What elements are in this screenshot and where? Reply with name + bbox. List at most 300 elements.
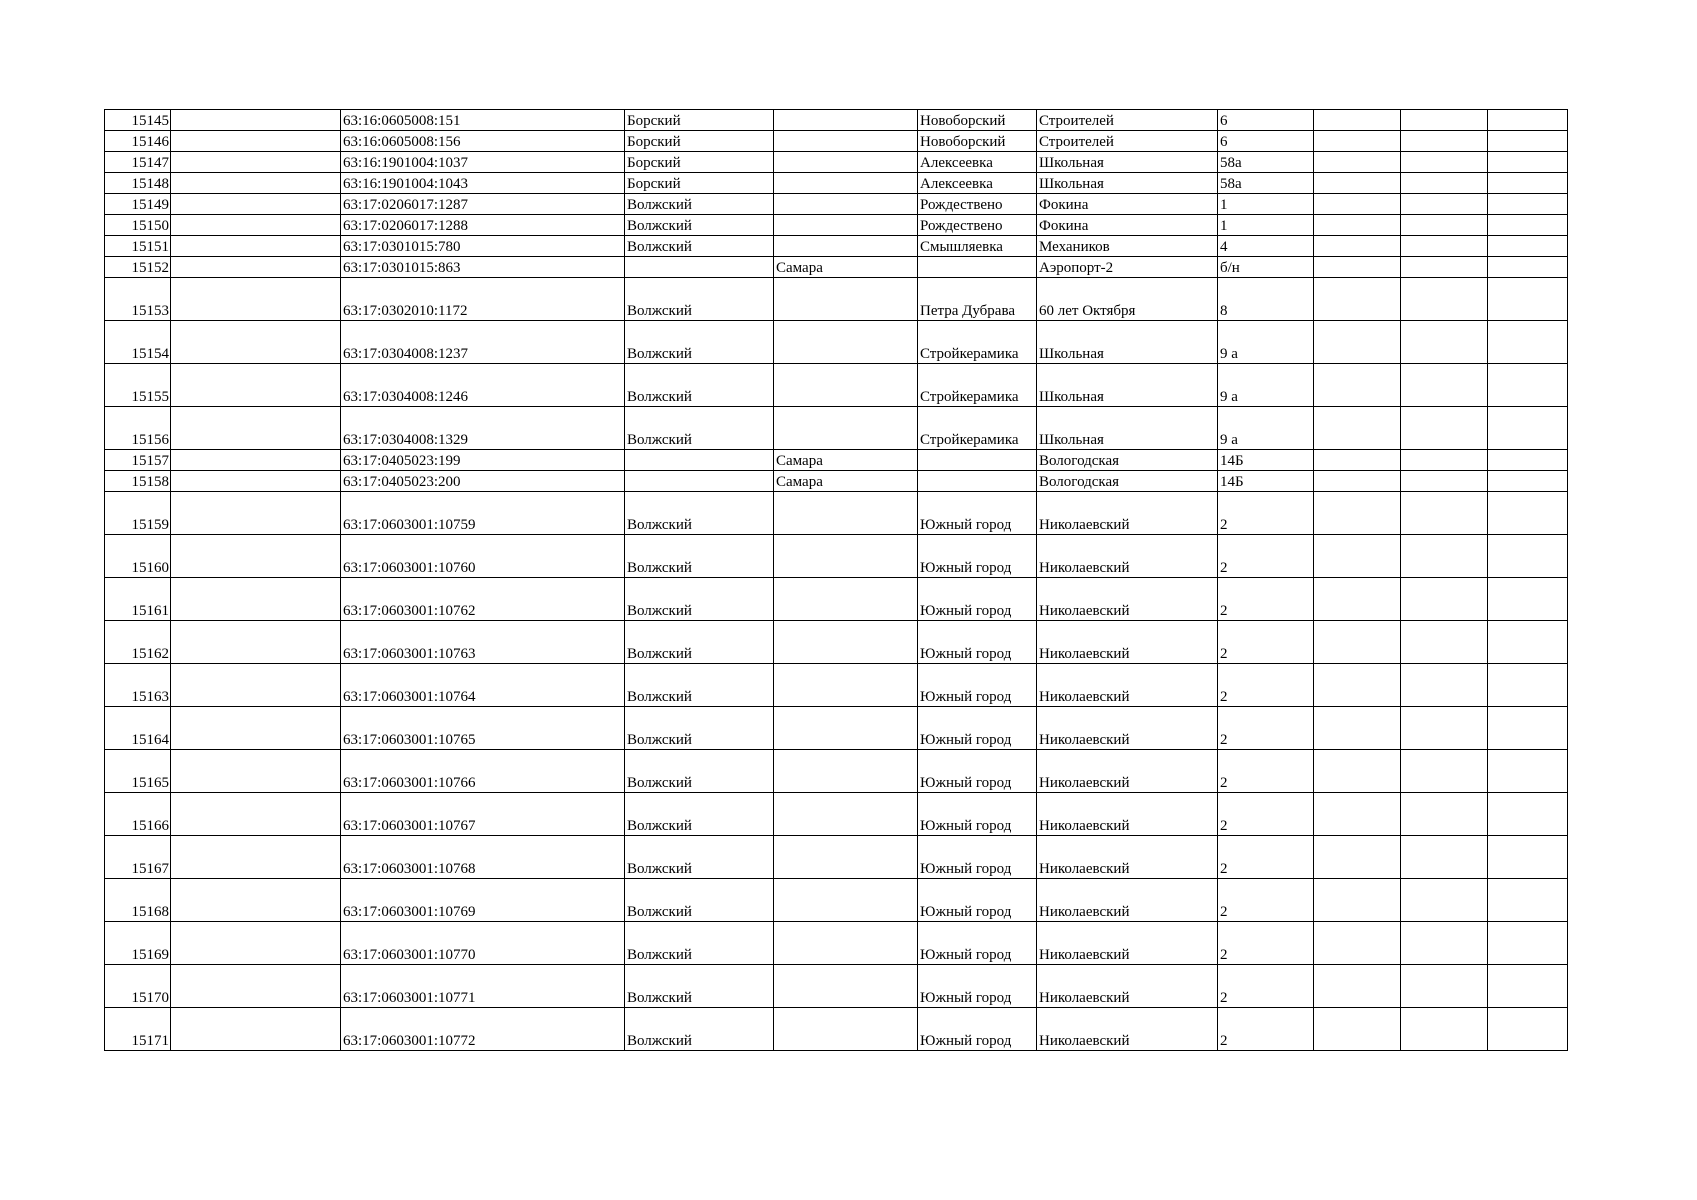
settlement-cell: Новоборский — [918, 110, 1037, 131]
empty-cell — [171, 407, 341, 450]
house-number-cell: 58а — [1218, 152, 1314, 173]
empty-cell — [171, 965, 341, 1008]
house-number-cell: 1 — [1218, 215, 1314, 236]
cadastral-number-cell: 63:17:0206017:1288 — [341, 215, 625, 236]
empty-cell — [1401, 110, 1488, 131]
cadastral-number-cell: 63:17:0603001:10772 — [341, 1008, 625, 1051]
house-number-cell: 2 — [1218, 836, 1314, 879]
empty-cell — [171, 152, 341, 173]
empty-cell — [1488, 1008, 1568, 1051]
empty-cell — [171, 836, 341, 879]
settlement-cell: Южный город — [918, 535, 1037, 578]
empty-cell — [171, 131, 341, 152]
cadastral-number-cell: 63:17:0603001:10764 — [341, 664, 625, 707]
settlement-cell: Южный город — [918, 578, 1037, 621]
settlement-cell: Смышляевка — [918, 236, 1037, 257]
district-cell: Волжский — [625, 215, 774, 236]
empty-cell — [1314, 836, 1401, 879]
district-cell: Волжский — [625, 321, 774, 364]
cadastral-number-cell: 63:17:0405023:199 — [341, 450, 625, 471]
empty-cell — [171, 110, 341, 131]
city-cell — [774, 173, 918, 194]
empty-cell — [171, 257, 341, 278]
settlement-cell: Алексеевка — [918, 152, 1037, 173]
settlement-cell: Южный город — [918, 664, 1037, 707]
row-number-cell: 15150 — [105, 215, 171, 236]
row-number-cell: 15153 — [105, 278, 171, 321]
district-cell: Волжский — [625, 407, 774, 450]
house-number-cell: 2 — [1218, 879, 1314, 922]
settlement-cell: Южный город — [918, 922, 1037, 965]
row-number-cell: 15164 — [105, 707, 171, 750]
empty-cell — [1401, 535, 1488, 578]
city-cell — [774, 321, 918, 364]
street-cell: Николаевский — [1037, 922, 1218, 965]
empty-cell — [171, 922, 341, 965]
street-cell: Николаевский — [1037, 1008, 1218, 1051]
empty-cell — [1488, 535, 1568, 578]
district-cell — [625, 471, 774, 492]
house-number-cell: 2 — [1218, 707, 1314, 750]
empty-cell — [1401, 922, 1488, 965]
house-number-cell: 2 — [1218, 492, 1314, 535]
district-cell: Волжский — [625, 364, 774, 407]
city-cell — [774, 879, 918, 922]
table-row — [105, 173, 1568, 194]
empty-cell — [1314, 750, 1401, 793]
empty-cell — [1314, 450, 1401, 471]
table-row — [105, 922, 1568, 965]
street-cell: Фокина — [1037, 215, 1218, 236]
city-cell — [774, 750, 918, 793]
district-cell: Борский — [625, 173, 774, 194]
empty-cell — [1488, 450, 1568, 471]
empty-cell — [1401, 173, 1488, 194]
empty-cell — [1401, 965, 1488, 1008]
street-cell: Николаевский — [1037, 535, 1218, 578]
district-cell — [625, 450, 774, 471]
empty-cell — [1488, 578, 1568, 621]
house-number-cell: 2 — [1218, 793, 1314, 836]
city-cell — [774, 492, 918, 535]
table-row — [105, 535, 1568, 578]
table-row — [105, 879, 1568, 922]
empty-cell — [1314, 1008, 1401, 1051]
street-cell: Николаевский — [1037, 879, 1218, 922]
street-cell: Строителей — [1037, 110, 1218, 131]
city-cell — [774, 131, 918, 152]
empty-cell — [1314, 173, 1401, 194]
cadastral-number-cell: 63:17:0603001:10759 — [341, 492, 625, 535]
row-number-cell: 15163 — [105, 664, 171, 707]
row-number-cell: 15148 — [105, 173, 171, 194]
empty-cell — [1488, 215, 1568, 236]
table-row — [105, 257, 1568, 278]
empty-cell — [1488, 492, 1568, 535]
empty-cell — [1314, 578, 1401, 621]
row-number-cell: 15162 — [105, 621, 171, 664]
empty-cell — [1401, 836, 1488, 879]
settlement-cell: Стройкерамика — [918, 321, 1037, 364]
table-body — [105, 110, 1568, 1051]
city-cell — [774, 152, 918, 173]
city-cell — [774, 707, 918, 750]
empty-cell — [1488, 278, 1568, 321]
empty-cell — [1401, 879, 1488, 922]
empty-cell — [1314, 492, 1401, 535]
table-row — [105, 621, 1568, 664]
street-cell: Аэропорт-2 — [1037, 257, 1218, 278]
row-number-cell: 15169 — [105, 922, 171, 965]
city-cell — [774, 836, 918, 879]
house-number-cell: 8 — [1218, 278, 1314, 321]
empty-cell — [171, 707, 341, 750]
street-cell: Николаевский — [1037, 707, 1218, 750]
settlement-cell: Новоборский — [918, 131, 1037, 152]
street-cell: Николаевский — [1037, 793, 1218, 836]
settlement-cell — [918, 257, 1037, 278]
street-cell: Николаевский — [1037, 836, 1218, 879]
table-row — [105, 1008, 1568, 1051]
row-number-cell: 15145 — [105, 110, 171, 131]
empty-cell — [1401, 750, 1488, 793]
empty-cell — [1401, 215, 1488, 236]
settlement-cell — [918, 471, 1037, 492]
street-cell: Николаевский — [1037, 621, 1218, 664]
house-number-cell: 2 — [1218, 922, 1314, 965]
row-number-cell: 15166 — [105, 793, 171, 836]
street-cell: Фокина — [1037, 194, 1218, 215]
empty-cell — [1488, 152, 1568, 173]
district-cell: Волжский — [625, 194, 774, 215]
cadastral-number-cell: 63:16:0605008:156 — [341, 131, 625, 152]
district-cell: Волжский — [625, 879, 774, 922]
empty-cell — [171, 879, 341, 922]
row-number-cell: 15160 — [105, 535, 171, 578]
city-cell — [774, 364, 918, 407]
table-row — [105, 364, 1568, 407]
empty-cell — [1314, 621, 1401, 664]
empty-cell — [171, 278, 341, 321]
row-number-cell: 15155 — [105, 364, 171, 407]
street-cell: Школьная — [1037, 407, 1218, 450]
row-number-cell: 15152 — [105, 257, 171, 278]
empty-cell — [171, 664, 341, 707]
settlement-cell: Стройкерамика — [918, 364, 1037, 407]
city-cell — [774, 664, 918, 707]
empty-cell — [1488, 173, 1568, 194]
row-number-cell: 15170 — [105, 965, 171, 1008]
house-number-cell: 2 — [1218, 965, 1314, 1008]
house-number-cell: 58а — [1218, 173, 1314, 194]
table-row — [105, 321, 1568, 364]
house-number-cell: 14Б — [1218, 471, 1314, 492]
settlement-cell: Южный город — [918, 621, 1037, 664]
city-cell — [774, 578, 918, 621]
district-cell: Волжский — [625, 793, 774, 836]
empty-cell — [1401, 364, 1488, 407]
empty-cell — [1401, 257, 1488, 278]
district-cell: Волжский — [625, 922, 774, 965]
district-cell: Борский — [625, 131, 774, 152]
row-number-cell: 15146 — [105, 131, 171, 152]
district-cell: Борский — [625, 110, 774, 131]
cadastral-number-cell: 63:17:0603001:10762 — [341, 578, 625, 621]
district-cell: Волжский — [625, 707, 774, 750]
city-cell — [774, 793, 918, 836]
empty-cell — [1401, 236, 1488, 257]
settlement-cell: Алексеевка — [918, 173, 1037, 194]
empty-cell — [1314, 131, 1401, 152]
row-number-cell: 15154 — [105, 321, 171, 364]
empty-cell — [171, 578, 341, 621]
house-number-cell: 9 а — [1218, 364, 1314, 407]
empty-cell — [1488, 257, 1568, 278]
cadastral-number-cell: 63:17:0304008:1329 — [341, 407, 625, 450]
cadastral-number-cell: 63:16:1901004:1037 — [341, 152, 625, 173]
house-number-cell: 2 — [1218, 535, 1314, 578]
empty-cell — [1401, 321, 1488, 364]
district-cell: Борский — [625, 152, 774, 173]
city-cell: Самара — [774, 257, 918, 278]
table-row — [105, 278, 1568, 321]
empty-cell — [1314, 535, 1401, 578]
empty-cell — [171, 492, 341, 535]
cadastral-number-cell: 63:16:0605008:151 — [341, 110, 625, 131]
empty-cell — [1314, 471, 1401, 492]
house-number-cell: 2 — [1218, 750, 1314, 793]
house-number-cell: б/н — [1218, 257, 1314, 278]
city-cell — [774, 215, 918, 236]
empty-cell — [1488, 236, 1568, 257]
street-cell: Школьная — [1037, 321, 1218, 364]
house-number-cell: 14Б — [1218, 450, 1314, 471]
empty-cell — [1314, 278, 1401, 321]
empty-cell — [1488, 879, 1568, 922]
empty-cell — [1314, 257, 1401, 278]
district-cell: Волжский — [625, 664, 774, 707]
city-cell — [774, 110, 918, 131]
empty-cell — [1401, 194, 1488, 215]
empty-cell — [1488, 621, 1568, 664]
empty-cell — [1488, 194, 1568, 215]
city-cell — [774, 407, 918, 450]
table-row — [105, 750, 1568, 793]
empty-cell — [171, 1008, 341, 1051]
street-cell: Школьная — [1037, 152, 1218, 173]
street-cell: Николаевский — [1037, 750, 1218, 793]
empty-cell — [1488, 707, 1568, 750]
row-number-cell: 15161 — [105, 578, 171, 621]
table-row — [105, 215, 1568, 236]
settlement-cell: Петра Дубрава — [918, 278, 1037, 321]
empty-cell — [1314, 793, 1401, 836]
empty-cell — [171, 450, 341, 471]
street-cell: Строителей — [1037, 131, 1218, 152]
empty-cell — [171, 535, 341, 578]
empty-cell — [1488, 750, 1568, 793]
table-row — [105, 471, 1568, 492]
empty-cell — [1401, 1008, 1488, 1051]
street-cell: Николаевский — [1037, 492, 1218, 535]
row-number-cell: 15168 — [105, 879, 171, 922]
cadastral-number-cell: 63:17:0206017:1287 — [341, 194, 625, 215]
empty-cell — [171, 173, 341, 194]
empty-cell — [1314, 215, 1401, 236]
empty-cell — [171, 364, 341, 407]
district-cell: Волжский — [625, 578, 774, 621]
empty-cell — [1401, 152, 1488, 173]
cadastral-number-cell: 63:17:0603001:10769 — [341, 879, 625, 922]
district-cell: Волжский — [625, 236, 774, 257]
empty-cell — [1401, 621, 1488, 664]
row-number-cell: 15167 — [105, 836, 171, 879]
empty-cell — [1401, 278, 1488, 321]
settlement-cell — [918, 450, 1037, 471]
cadastral-number-cell: 63:17:0603001:10768 — [341, 836, 625, 879]
row-number-cell: 15151 — [105, 236, 171, 257]
empty-cell — [1314, 236, 1401, 257]
street-cell: Школьная — [1037, 173, 1218, 194]
data-table — [104, 109, 1568, 1051]
district-cell: Волжский — [625, 278, 774, 321]
settlement-cell: Южный город — [918, 707, 1037, 750]
settlement-cell: Южный город — [918, 750, 1037, 793]
empty-cell — [1314, 879, 1401, 922]
house-number-cell: 2 — [1218, 578, 1314, 621]
empty-cell — [171, 471, 341, 492]
city-cell: Самара — [774, 471, 918, 492]
empty-cell — [1401, 578, 1488, 621]
empty-cell — [1401, 450, 1488, 471]
empty-cell — [1488, 793, 1568, 836]
house-number-cell: 6 — [1218, 131, 1314, 152]
table-row — [105, 407, 1568, 450]
empty-cell — [1488, 364, 1568, 407]
city-cell — [774, 194, 918, 215]
empty-cell — [1488, 407, 1568, 450]
cadastral-number-cell: 63:17:0603001:10766 — [341, 750, 625, 793]
house-number-cell: 2 — [1218, 621, 1314, 664]
street-cell: 60 лет Октября — [1037, 278, 1218, 321]
empty-cell — [1401, 407, 1488, 450]
city-cell — [774, 621, 918, 664]
district-cell: Волжский — [625, 750, 774, 793]
empty-cell — [1314, 707, 1401, 750]
district-cell: Волжский — [625, 965, 774, 1008]
cadastral-number-cell: 63:17:0301015:780 — [341, 236, 625, 257]
settlement-cell: Южный город — [918, 965, 1037, 1008]
table-row — [105, 131, 1568, 152]
house-number-cell: 4 — [1218, 236, 1314, 257]
empty-cell — [171, 793, 341, 836]
street-cell: Вологодская — [1037, 450, 1218, 471]
cadastral-number-cell: 63:17:0301015:863 — [341, 257, 625, 278]
empty-cell — [1401, 664, 1488, 707]
empty-cell — [171, 194, 341, 215]
district-cell: Волжский — [625, 492, 774, 535]
empty-cell — [1488, 965, 1568, 1008]
empty-cell — [1314, 152, 1401, 173]
empty-cell — [1488, 836, 1568, 879]
city-cell — [774, 236, 918, 257]
cadastral-number-cell: 63:17:0603001:10765 — [341, 707, 625, 750]
empty-cell — [1488, 664, 1568, 707]
empty-cell — [171, 321, 341, 364]
table-row — [105, 194, 1568, 215]
house-number-cell: 2 — [1218, 1008, 1314, 1051]
table-row — [105, 793, 1568, 836]
city-cell — [774, 278, 918, 321]
table-row — [105, 450, 1568, 471]
cadastral-number-cell: 63:17:0603001:10763 — [341, 621, 625, 664]
street-cell: Николаевский — [1037, 965, 1218, 1008]
house-number-cell: 9 а — [1218, 407, 1314, 450]
table-row — [105, 836, 1568, 879]
street-cell: Вологодская — [1037, 471, 1218, 492]
empty-cell — [1401, 707, 1488, 750]
district-cell: Волжский — [625, 621, 774, 664]
empty-cell — [1488, 110, 1568, 131]
table-row — [105, 707, 1568, 750]
row-number-cell: 15149 — [105, 194, 171, 215]
district-cell: Волжский — [625, 1008, 774, 1051]
house-number-cell: 9 а — [1218, 321, 1314, 364]
row-number-cell: 15157 — [105, 450, 171, 471]
settlement-cell: Южный город — [918, 879, 1037, 922]
cadastral-number-cell: 63:17:0304008:1246 — [341, 364, 625, 407]
settlement-cell: Южный город — [918, 793, 1037, 836]
empty-cell — [1401, 492, 1488, 535]
empty-cell — [1488, 471, 1568, 492]
street-cell: Школьная — [1037, 364, 1218, 407]
empty-cell — [171, 750, 341, 793]
city-cell — [774, 965, 918, 1008]
district-cell: Волжский — [625, 836, 774, 879]
row-number-cell: 15158 — [105, 471, 171, 492]
empty-cell — [1314, 965, 1401, 1008]
cadastral-number-cell: 63:17:0603001:10767 — [341, 793, 625, 836]
row-number-cell: 15159 — [105, 492, 171, 535]
empty-cell — [171, 215, 341, 236]
table-row — [105, 110, 1568, 131]
cadastral-number-cell: 63:16:1901004:1043 — [341, 173, 625, 194]
empty-cell — [1314, 364, 1401, 407]
street-cell: Николаевский — [1037, 578, 1218, 621]
table-row — [105, 236, 1568, 257]
empty-cell — [1401, 793, 1488, 836]
empty-cell — [1314, 407, 1401, 450]
street-cell: Механиков — [1037, 236, 1218, 257]
cadastral-number-cell: 63:17:0603001:10770 — [341, 922, 625, 965]
empty-cell — [1488, 321, 1568, 364]
settlement-cell: Рождествено — [918, 215, 1037, 236]
house-number-cell: 6 — [1218, 110, 1314, 131]
table-row — [105, 578, 1568, 621]
empty-cell — [1314, 922, 1401, 965]
cadastral-number-cell: 63:17:0302010:1172 — [341, 278, 625, 321]
empty-cell — [1314, 321, 1401, 364]
empty-cell — [1488, 922, 1568, 965]
cadastral-number-cell: 63:17:0603001:10771 — [341, 965, 625, 1008]
city-cell — [774, 1008, 918, 1051]
settlement-cell: Южный город — [918, 492, 1037, 535]
table-row — [105, 664, 1568, 707]
city-cell — [774, 535, 918, 578]
table-row — [105, 965, 1568, 1008]
city-cell: Самара — [774, 450, 918, 471]
empty-cell — [1401, 471, 1488, 492]
